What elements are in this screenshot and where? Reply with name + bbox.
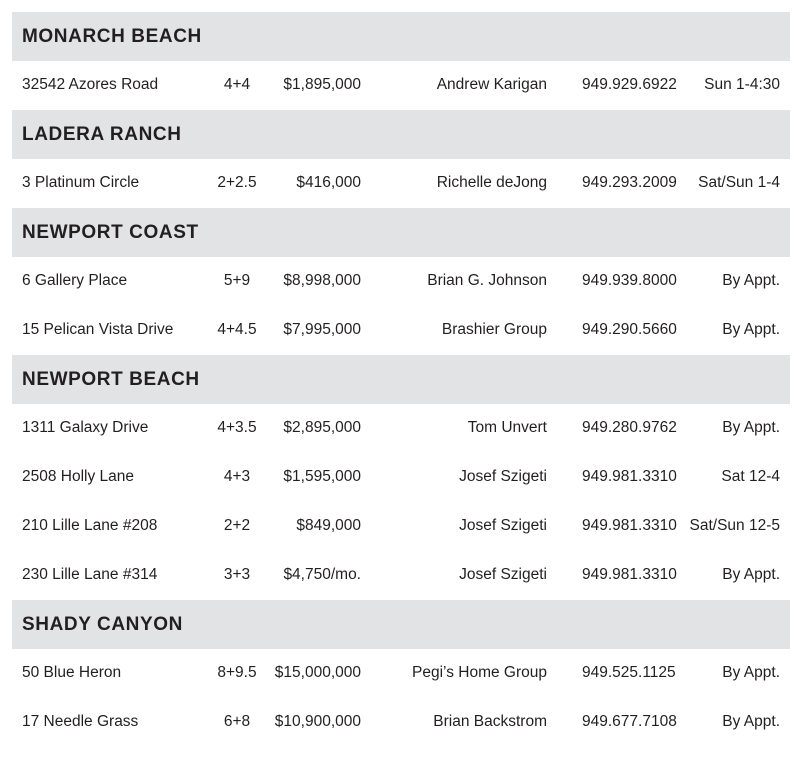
listing-bed-bath: 4+4.5 [217,321,257,338]
listing-phone: 949.981.3310 [582,566,677,583]
listing-bed-bath: 2+2 [223,517,251,534]
listing-open-house-time: By Appt. [722,713,780,730]
listing-agent: Brian Backstrom [433,713,547,730]
listing-row [12,453,790,502]
listing-open-house-time: By Appt. [722,272,780,289]
listing-address: 32542 Azores Road [22,76,159,93]
listing-bed-bath: 6+8 [223,713,251,730]
listing-row [12,61,790,110]
listing-row [12,698,790,747]
listing-bed-bath: 2+2.5 [217,174,257,191]
section-header: NEWPORT COAST [12,208,790,257]
listing-agent: Josef Szigeti [459,517,547,534]
listing-phone: 949.293.2009 [582,174,677,191]
listing-price: $7,995,000 [283,321,361,338]
section-header: LADERA RANCH [12,110,790,159]
listing-address: 15 Pelican Vista Drive [22,321,174,338]
listing-price: $1,895,000 [283,76,361,93]
listing-agent: Josef Szigeti [459,566,547,583]
listing-section [12,208,790,355]
listing-price: $8,998,000 [283,272,361,289]
listing-open-house-time: By Appt. [722,664,780,681]
listing-bed-bath: 3+3 [223,566,251,583]
listing-open-house-time: Sun 1-4:30 [704,76,780,93]
section-header: NEWPORT BEACH [12,355,790,404]
open-house-listings [12,12,790,747]
listing-address: 17 Needle Grass [22,713,139,730]
listing-row [12,502,790,551]
listing-agent: Brashier Group [441,321,547,338]
listing-phone: 949.981.3310 [582,517,677,534]
listing-section [12,110,790,208]
listing-address: 230 Lille Lane #314 [22,566,158,583]
section-header: MONARCH BEACH [12,12,790,61]
listing-address: 1311 Galaxy Drive [22,419,149,436]
listing-phone: 949.525.1125 [582,664,676,681]
listing-bed-bath: 5+9 [223,272,251,289]
listing-price: $15,000,000 [274,664,361,681]
listing-row [12,257,790,306]
listing-bed-bath: 8+9.5 [217,664,257,681]
listing-phone: 949.280.9762 [582,419,677,436]
listing-phone: 949.290.5660 [582,321,677,338]
listing-section [12,12,790,110]
listing-phone: 949.939.8000 [582,272,677,289]
listing-phone: 949.981.3310 [582,468,677,485]
listing-open-house-time: By Appt. [722,419,780,436]
listing-bed-bath: 4+3.5 [217,419,257,436]
listing-phone: 949.929.6922 [582,76,677,93]
listing-price: $416,000 [296,174,361,191]
listing-agent: Brian G. Johnson [427,272,547,289]
listing-address: 210 Lille Lane #208 [22,517,158,534]
listing-price: $1,595,000 [283,468,361,485]
listing-agent: Josef Szigeti [459,468,547,485]
listing-price: $10,900,000 [274,713,361,730]
listing-address: 3 Platinum Circle [22,174,140,191]
listing-row [12,404,790,453]
listing-open-house-time: By Appt. [722,566,780,583]
listing-agent: Tom Unvert [467,419,547,436]
listing-phone: 949.677.7108 [582,713,677,730]
listing-section [12,600,790,747]
listing-open-house-time: Sat/Sun 12-5 [689,517,780,534]
listing-row [12,649,790,698]
listing-row [12,306,790,355]
listing-open-house-time: Sat 12-4 [721,468,780,485]
listing-price: $849,000 [296,517,361,534]
listing-address: 2508 Holly Lane [22,468,135,485]
listing-agent: Andrew Karigan [436,76,547,93]
listing-section [12,355,790,600]
listing-row [12,159,790,208]
listing-row [12,551,790,600]
section-header: SHADY CANYON [12,600,790,649]
listing-open-house-time: By Appt. [722,321,780,338]
listing-price: $2,895,000 [283,419,361,436]
listing-address: 50 Blue Heron [22,664,122,681]
listing-bed-bath: 4+4 [223,76,251,93]
listing-open-house-time: Sat/Sun 1-4 [698,174,780,191]
listing-agent: Pegi’s Home Group [412,664,547,681]
listing-agent: Richelle deJong [436,174,547,191]
listing-price: $4,750/mo. [283,566,361,583]
listing-address: 6 Gallery Place [22,272,128,289]
listing-bed-bath: 4+3 [223,468,251,485]
